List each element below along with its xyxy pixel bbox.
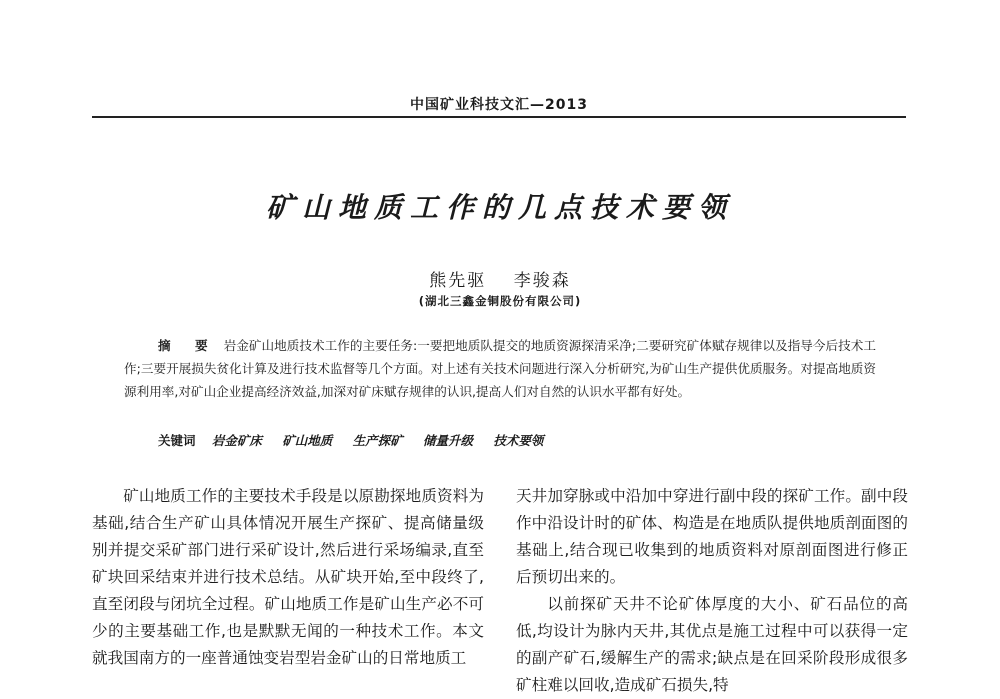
keywords <box>158 431 878 449</box>
keyword: 储量升级 <box>423 433 474 448</box>
header-rule <box>92 116 906 118</box>
body-paragraph: 矿山地质工作的主要技术手段是以原勘探地质资料为基础,结合生产矿山具体情况开展生产探矿、提高储量级别并提交采矿部门进行采矿设计,然后进行采场编录,直至矿块回采结束并进行技术总结。从矿块开始,至中段终了,直至闭段与闭坑全过程。矿山地质工作是矿山生产必不可少的主要基础工作,也是默默无闻的一种技术工作。本文就我国南方的一座普通蚀变岩型岩金矿山的日常地质工 <box>92 487 484 667</box>
body-paragraph: 天井加穿脉或中沿加中穿进行副中段的探矿工作。副中段作中沿设计时的矿体、构造是在地质队提供地质剖面图的基础上,结合现已收集到的地质资料对原剖面图进行修正后预切出来的。 <box>516 487 908 586</box>
keyword: 岩金矿床 <box>211 433 262 448</box>
keywords-label: 关键词 <box>158 433 196 448</box>
author-name: 李骏森 <box>513 271 571 291</box>
paper-title: 矿山地质工作的几点技术要领 <box>265 191 734 224</box>
keyword: 生产探矿 <box>352 433 403 448</box>
body-column-left <box>92 483 484 672</box>
author-name: 熊先驱 <box>429 271 487 291</box>
abstract <box>124 334 876 403</box>
body-column-right <box>516 483 908 699</box>
body-paragraph: 以前探矿天井不论矿体厚度的大小、矿石品位的高低,均设计为脉内天井,其优点是施工过程中可以获得一定的副产矿石,缓解生产的需求;缺点是在回采阶段形成很多矿柱难以回收,造成矿石损失,特 <box>516 595 908 694</box>
keyword: 矿山地质 <box>282 433 333 448</box>
abstract-label: 摘 要 <box>158 338 218 353</box>
running-head: 中国矿业科技文汇—2013 <box>410 97 588 113</box>
abstract-text: 岩金矿山地质技术工作的主要任务:一要把地质队提交的地质资源探清采净;二要研究矿体赋存规律以及指导今后技术工作;三要开展损失贫化计算及进行技术监督等几个方面。对上述有关技术问题进行深入分析研究,为矿山生产提供优质服务。对提高地质资源利用率,对矿山企业提高经济效益,加深对矿床赋存规律的认识,提高人们对自然的认识水平都有好处。 <box>124 338 876 399</box>
keyword: 技术要领 <box>493 433 544 448</box>
affiliation: (湖北三鑫金铜股份有限公司) <box>418 294 582 308</box>
authors <box>150 266 850 291</box>
